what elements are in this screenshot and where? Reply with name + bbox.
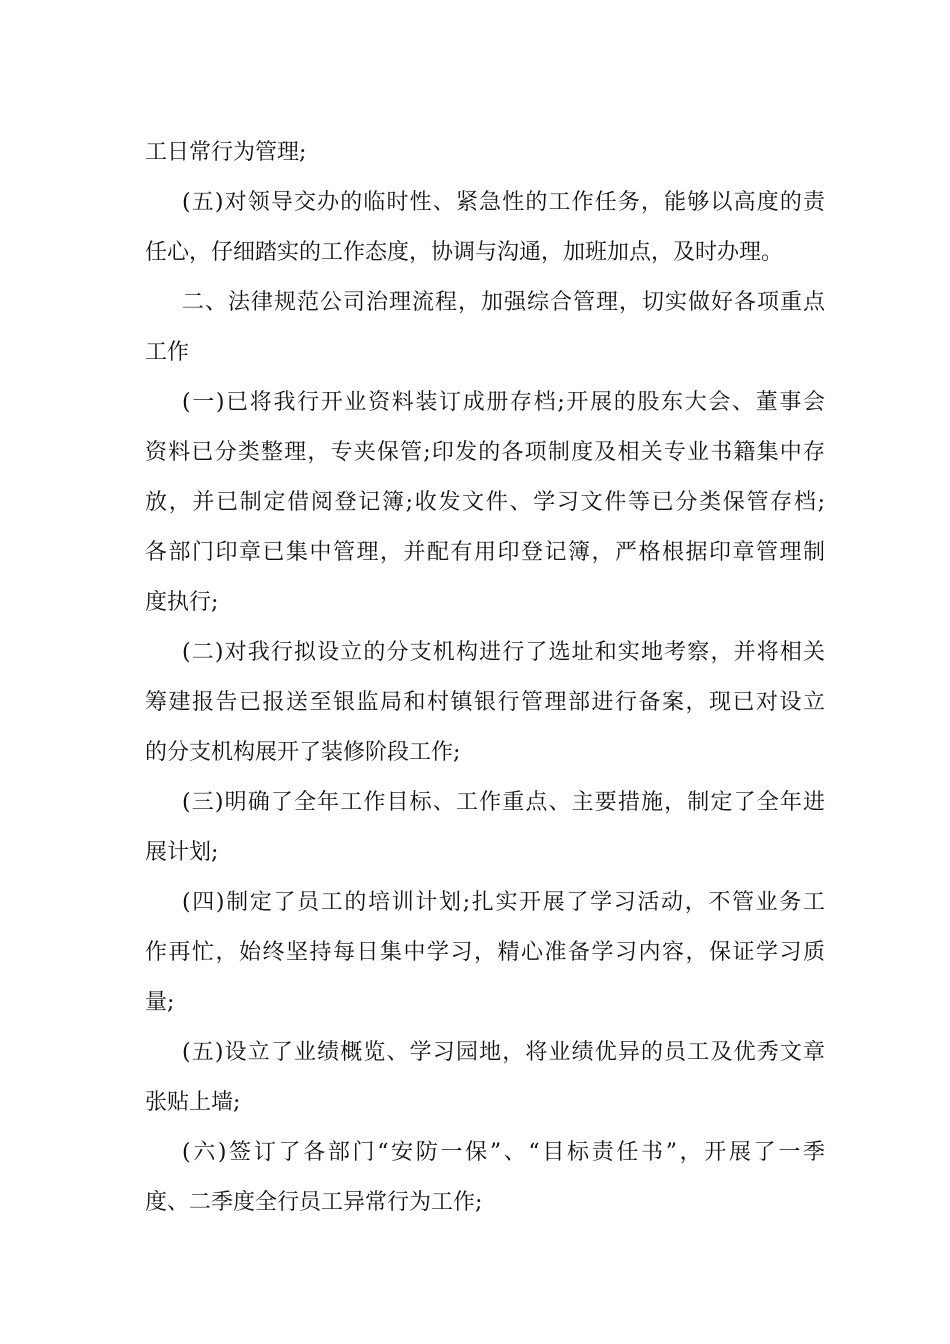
- section-heading-line: 二、法律规范公司治理流程，加强综合管理，切实做好各项重点: [182, 290, 825, 315]
- text-line: 筹建报告已报送至银监局和村镇银行管理部进行备案，现已对设立: [145, 690, 825, 715]
- paragraph-start-line: (三)明确了全年工作目标、工作重点、主要措施，制定了全年进: [182, 790, 825, 815]
- text-line: 张贴上墙;: [145, 1090, 241, 1115]
- paragraph-start-line: (五)对领导交办的临时性、紧急性的工作任务，能够以高度的责: [182, 190, 825, 215]
- text-line: 度、二季度全行员工异常行为工作;: [145, 1190, 483, 1215]
- paragraph-start-line: (一)已将我行开业资料装订成册存档;开展的股东大会、董事会: [182, 390, 825, 415]
- text-line: 放，并已制定借阅登记簿;收发文件、学习文件等已分类保管存档;: [145, 490, 825, 515]
- paragraph-start-line: (六)签订了各部门“安防一保”、“目标责任书”，开展了一季: [182, 1140, 825, 1165]
- text-line: 的分支机构展开了装修阶段工作;: [145, 740, 461, 765]
- text-line: 资料已分类整理，专夹保管;印发的各项制度及相关专业书籍集中存: [145, 440, 825, 465]
- text-line: 工日常行为管理;: [145, 140, 307, 165]
- paragraph-start-line: (四)制定了员工的培训计划;扎实开展了学习活动，不管业务工: [182, 890, 825, 915]
- text-line: 作再忙，始终坚持每日集中学习，精心准备学习内容，保证学习质: [145, 940, 825, 965]
- text-line: 量;: [145, 990, 175, 1015]
- text-line: 各部门印章已集中管理，并配有用印登记簿，严格根据印章管理制: [145, 540, 825, 565]
- document-body: [145, 128, 825, 1228]
- text-line: 工作: [145, 340, 190, 365]
- text-line: 展计划;: [145, 840, 219, 865]
- text-line: 任心，仔细踏实的工作态度，协调与沟通，加班加点，及时办理。: [145, 240, 784, 265]
- paragraph-start-line: (二)对我行拟设立的分支机构进行了选址和实地考察，并将相关: [182, 640, 825, 665]
- text-line: 度执行;: [145, 590, 219, 615]
- paragraph-start-line: (五)设立了业绩概览、学习园地，将业绩优异的员工及优秀文章: [182, 1040, 825, 1065]
